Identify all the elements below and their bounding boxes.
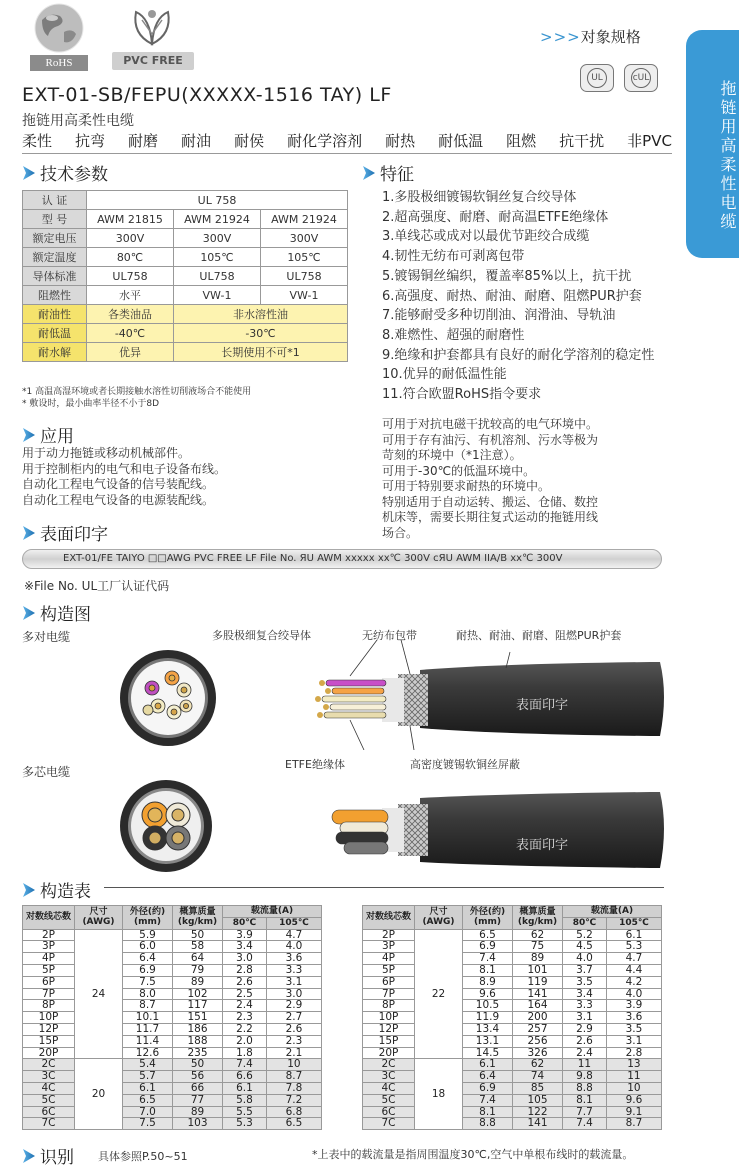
pvc-free-logo: PVC FREE [112, 52, 194, 70]
table-row: 7P 9.6 141 3.4 4.0 [363, 988, 662, 1000]
feature-tag: 耐磨 [128, 132, 159, 150]
table-row: 耐油性 各类油品 非水溶性油 [23, 305, 348, 324]
side-tab[interactable]: 拖链用高柔性电缆 [686, 30, 739, 258]
table-row: 额定电压 300V 300V 300V [23, 229, 348, 248]
table-row: 8P 10.5 164 3.3 3.9 [363, 1000, 662, 1012]
table-row: 3C 6.4 74 9.8 11 [363, 1071, 662, 1083]
list-item: 8.难燃性、超强的耐磨性 [382, 327, 525, 343]
list-item: 10.优异的耐低温性能 [382, 367, 507, 383]
construction-table-left [22, 905, 322, 1130]
surface-print-bar: EXT-01/FE TAIYO □□AWG PVC FREE LF File No. ЯU AWM xxxxx xx℃ 300V cЯU AWM IIA/B xx℃ 300V [22, 549, 662, 569]
feature-tags [22, 130, 672, 154]
awg-cell: 18 [415, 1059, 463, 1130]
page-subtitle: 拖链用高柔性电缆 [22, 113, 134, 129]
multipair-cross-section [118, 648, 218, 748]
surface-print-note: ※File No. UL工厂认证代码 [24, 579, 170, 593]
awg-cell: 24 [75, 929, 123, 1059]
pvc-free-leaf-icon [112, 4, 192, 50]
list-item: 用于动力拖链或移动机械部件。 [22, 446, 191, 460]
annotation-shield: 高密度镀锡软铜丝屏蔽 [410, 758, 520, 771]
feature-tag: 耐热 [385, 132, 416, 150]
table-row: 耐水解 优异 长期使用不可*1 [23, 343, 348, 362]
page-title: EXT-01-SB/FEPU(XXXXX-1516 TAY) LF [22, 84, 392, 106]
header-od: 外径(约) (mm) [123, 906, 173, 930]
list-item: 自动化工程电气设备的信号装配线。 [22, 477, 215, 491]
ul-cert-badge: UL [580, 64, 614, 92]
chevron-right-icon [362, 165, 376, 181]
table-row: 3P 6.0 58 3.4 4.0 [23, 941, 322, 953]
surface-print-label-2: 表面印字 [516, 838, 569, 853]
current-footnote: *上表中的载流量是指周围温度30℃,空气中单根布线时的载流量。 [312, 1148, 634, 1161]
header-80c: 80℃ [223, 917, 267, 929]
header-size: 尺寸 (AWG) [75, 906, 123, 930]
list-item: 2.超高强度、耐磨、耐高温ETFE绝缘体 [382, 209, 609, 225]
table-row: 6C 7.0 89 5.5 6.8 [23, 1106, 322, 1118]
header-od: 外径(约) (mm) [463, 906, 513, 930]
feature-tag: 抗干扰 [559, 132, 605, 150]
tech-note-2: * 敷设时，最小曲率半径不小于8D [22, 399, 160, 409]
chevron-right-icon [22, 525, 36, 541]
list-item: 用于控制柜内的电气和电子设备布线。 [22, 461, 227, 476]
table-row: 10P 11.9 200 3.1 3.6 [363, 1012, 662, 1024]
feature-tag: 耐油 [181, 132, 212, 150]
header-pairs: 对数线芯数 [363, 906, 415, 930]
header-mass: 概算质量 (kg/km) [513, 906, 563, 930]
header-105c: 105℃ [606, 917, 661, 929]
table-row: 5P 8.1 101 3.7 4.4 [363, 964, 662, 976]
list-item: 3.单线芯或成对以最优节距绞合成缆 [382, 229, 590, 245]
surface-print-label-1: 表面印字 [516, 698, 569, 713]
table-row: 耐低温 -40℃ -30℃ [23, 324, 348, 343]
header-105c: 105℃ [266, 917, 321, 929]
multicore-cable-illustration [310, 782, 670, 882]
header-current: 载流量(A) [223, 906, 322, 918]
features-heading: 特征 [362, 160, 414, 185]
header-current: 载流量(A) [563, 906, 662, 918]
awg-cell: 22 [415, 929, 463, 1059]
tech-heading: 技术参数 [22, 160, 108, 185]
table-row: 20P 12.6 235 1.8 2.1 [23, 1047, 322, 1059]
awg-cell: 20 [75, 1059, 123, 1130]
list-item: 11.符合欧盟RoHS指令要求 [382, 387, 542, 403]
list-item: 6.高强度、耐热、耐油、耐磨、阻燃PUR护套 [382, 288, 642, 304]
chevron-right-icon [22, 882, 36, 898]
application-heading: 应用 [22, 422, 74, 447]
table-row: 2C 18 6.1 62 11 13 [363, 1059, 662, 1071]
header-80c: 80℃ [563, 917, 607, 929]
table-row: 2C 20 5.4 50 7.4 10 [23, 1059, 322, 1071]
table-row: 3C 5.7 56 6.6 8.7 [23, 1071, 322, 1083]
table-row: 15P 13.1 256 2.6 3.1 [363, 1035, 662, 1047]
list-item: 7.能够耐受多种切削油、润滑油、导轨油 [382, 308, 616, 324]
feature-tag: 耐侯 [234, 132, 265, 150]
list-item: 9.绝缘和护套都具有良好的耐化学溶剂的稳定性 [382, 347, 655, 363]
table-row: 15P 11.4 188 2.0 2.3 [23, 1035, 322, 1047]
annotation-nonwoven: 无纺布包带 [362, 629, 417, 642]
globe-icon [30, 2, 88, 54]
feature-tag: 耐化学溶剂 [287, 132, 363, 150]
chevron-right-icon [22, 427, 36, 443]
chevron-right-icon [22, 1148, 36, 1164]
table-row: 6P 7.5 89 2.6 3.1 [23, 976, 322, 988]
tech-note-1: *1 高温高湿环境或者长期接触水溶性切削液场合不能使用 [22, 387, 252, 397]
table-row: 认 证 UL 758 [23, 191, 348, 210]
list-item: 自动化工程电气设备的电源装配线。 [22, 492, 215, 507]
header-mass: 概算质量 (kg/km) [173, 906, 223, 930]
feature-tag: 抗弯 [75, 132, 106, 150]
table-row: 8P 8.7 117 2.4 2.9 [23, 1000, 322, 1012]
table-row: 型 号 AWM 21815 AWM 21924 AWM 21924 [23, 210, 348, 229]
category-arrows: >>> [540, 28, 581, 46]
divider [104, 887, 664, 888]
application-notes: 可用于对抗电磁干扰较高的电气环境中。 可用于存有油污、有机溶剂、污水等极为 苛刻的环境中（*1注意）。 可用于-30℃的低温环境中。 可用于特别要求耐热的环境中。 特别适用于自动运转、搬运、仓储、数控 机床等，需要长期往复式运动的拖链用线 场合。 [382, 417, 599, 540]
chevron-right-icon [22, 165, 36, 181]
feature-tag: 非PVC [627, 132, 672, 150]
table-row: 5C 7.4 105 8.1 9.6 [363, 1094, 662, 1106]
tech-table [22, 190, 348, 362]
chevron-right-icon [22, 605, 36, 621]
table-row: 3P 6.9 75 4.5 5.3 [363, 941, 662, 953]
header-size: 尺寸 (AWG) [415, 906, 463, 930]
multicore-label: 多芯电缆 [22, 765, 71, 779]
feature-tag: 耐低温 [438, 132, 484, 150]
table-row: 7C 8.8 141 7.4 8.7 [363, 1118, 662, 1130]
list-item: 1.多股极细镀锡软铜丝复合绞导体 [382, 190, 577, 205]
table-row: 4C 6.9 85 8.8 10 [363, 1082, 662, 1094]
category-text: 对象规格 [580, 28, 641, 46]
table-row: 阻燃性 水平 VW-1 VW-1 [23, 286, 348, 305]
rohs-logo: RoHS [30, 55, 88, 71]
table-row: 5P 6.9 79 2.8 3.3 [23, 964, 322, 976]
table-row: 4C 6.1 66 6.1 7.8 [23, 1082, 322, 1094]
identification-ref: 具体参照P.50~51 [98, 1150, 188, 1163]
annotation-conductor: 多股极细复合绞导体 [212, 629, 311, 642]
surface-print-heading: 表面印字 [22, 520, 108, 545]
annotation-etfe: ETFE绝缘体 [285, 758, 345, 771]
header-pairs: 对数线芯数 [23, 906, 75, 930]
table-row: 12P 11.7 186 2.2 2.6 [23, 1023, 322, 1035]
construction-table-right [362, 905, 662, 1130]
features-list [382, 188, 654, 405]
identification-heading: 识别 [22, 1143, 74, 1168]
cul-cert-badge: cUL [624, 64, 658, 92]
structure-heading: 构造图 [22, 600, 91, 625]
list-item: 4.韧性无纺布可剥离包带 [382, 249, 525, 265]
multipair-label: 多对电缆 [22, 630, 71, 644]
table-row: 7C 7.5 103 5.3 6.5 [23, 1118, 322, 1130]
multipair-cable-illustration [310, 640, 670, 750]
list-item: 5.镀锡铜丝编织，覆盖率85%以上，抗干扰 [382, 268, 632, 284]
table-row: 导体标准 UL758 UL758 UL758 [23, 267, 348, 286]
table-row: 10P 10.1 151 2.3 2.7 [23, 1012, 322, 1024]
table-row: 12P 13.4 257 2.9 3.5 [363, 1023, 662, 1035]
multicore-cross-section [118, 778, 214, 874]
table-row: 20P 14.5 326 2.4 2.8 [363, 1047, 662, 1059]
feature-tag: 柔性 [22, 132, 53, 150]
table-row: 2P 24 5.9 50 3.9 4.7 [23, 929, 322, 941]
table-row: 额定温度 80℃ 105℃ 105℃ [23, 248, 348, 267]
construction-heading: 构造表 [22, 877, 91, 902]
annotation-jacket: 耐热、耐油、耐磨、阻燃PUR护套 [456, 629, 622, 642]
table-row: 4P 6.4 64 3.0 3.6 [23, 953, 322, 965]
table-row: 4P 7.4 89 4.0 4.7 [363, 953, 662, 965]
table-row: 5C 6.5 77 5.8 7.2 [23, 1094, 322, 1106]
table-row: 6P 8.9 119 3.5 4.2 [363, 976, 662, 988]
application-list [22, 446, 226, 508]
table-row: 2P 22 6.5 62 5.2 6.1 [363, 929, 662, 941]
table-row: 6C 8.1 122 7.7 9.1 [363, 1106, 662, 1118]
feature-tag: 阻燃 [506, 132, 537, 150]
category-label [540, 26, 641, 47]
table-row: 7P 8.0 102 2.5 3.0 [23, 988, 322, 1000]
